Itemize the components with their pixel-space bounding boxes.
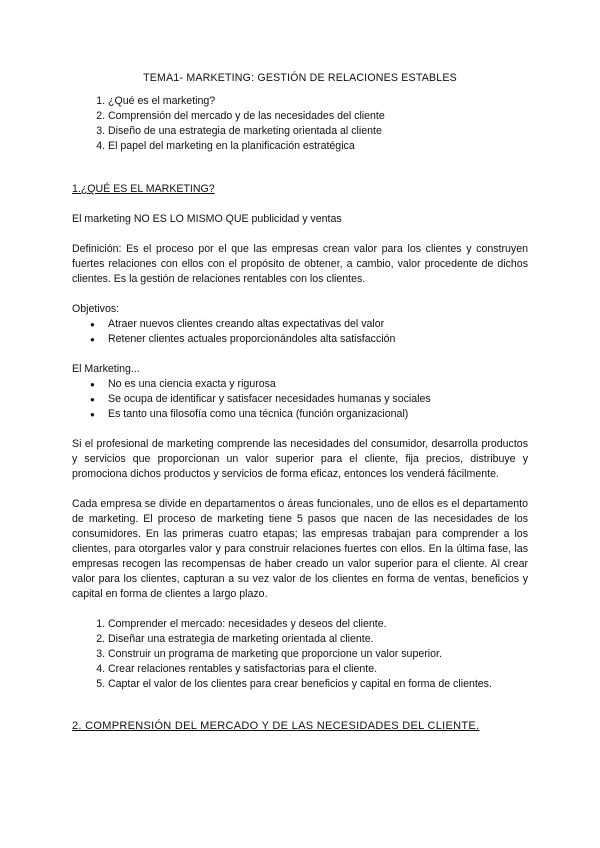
paragraph-2: Cada empresa se divide en departamentos o áreas funcionales, uno de ellos es el departamento de marketing. El proceso de marketing tiene 5 pasos que nacen de las necesidades de los consumidores. En las primeras cuatro etapas; las empresas trabajan para comprender a los clientes, para otorgarles valor y para construir relaciones fuertes con ellos. En la última fase, las empresas recogen las recompensas de haber creado un valor superior para el cliente. Al crear valor para los clientes, capturan a su vez valor de los clientes en forma de ventas, beneficios y capital en forma de clientes a largo plazo.: [72, 498, 528, 600]
marketing-steps-list: [72, 617, 528, 692]
step-item: 3. Construir un programa de marketing que proporcione un valor superior.: [108, 647, 528, 662]
objective-item: ● Atraer nuevos clientes creando altas expectativas del valor: [90, 317, 528, 332]
objectives-list: [72, 317, 528, 347]
toc-item: 3. Diseño de una estrategia de marketing orientada al cliente: [108, 124, 528, 139]
toc-item: 2. Comprensión del mercado y de las necesidades del cliente: [108, 109, 528, 124]
section1-heading: 1.¿QUÉ ES EL MARKETING?: [72, 183, 215, 195]
paragraph-1: Si el profesional de marketing comprende las necesidades del consumidor, desarrolla productos y servicios que proporcionan un valor superior para el cliente, fija precios, distribuye y promociona dichos productos y servicios de forma eficaz, entonces los venderá fácilmente.: [72, 438, 528, 480]
marketing-label: El Marketing...: [72, 363, 140, 375]
toc-item: 1. ¿Qué es el marketing?: [108, 94, 528, 109]
step-item: 1. Comprender el mercado: necesidades y deseos del cliente.: [108, 617, 528, 632]
marketing-point-item: ● Se ocupa de identificar y satisfacer necesidades humanas y sociales: [90, 392, 528, 407]
objectives-label: Objetivos:: [72, 303, 120, 315]
step-item: 4. Crear relaciones rentables y satisfactorias para el cliente.: [108, 662, 528, 677]
definition-paragraph: Definición: Es el proceso por el que las empresas crean valor para los clientes y construyen fuertes relaciones con ellos con el propósito de obtener, a cambio, valor procedente de dichos clientes. Es la gestión de relaciones rentables con los clientes.: [72, 243, 528, 285]
step-item: 2. Diseñar una estrategia de marketing orientada al cliente.: [108, 632, 528, 647]
table-of-contents: [72, 94, 528, 154]
objective-item: ● Retener clientes actuales proporcionándoles alta satisfacción: [90, 332, 528, 347]
marketing-points-list: [72, 377, 528, 422]
not-same-text: El marketing NO ES LO MISMO QUE publicidad y ventas: [72, 213, 342, 225]
page-title: TEMA1- MARKETING: GESTIÓN DE RELACIONES ESTABLES: [143, 72, 457, 84]
marketing-point-item: ● Es tanto una filosofía como una técnica (función organizacional): [90, 407, 528, 422]
step-item: 5. Captar el valor de los clientes para crear beneficios y capital en forma de clientes.: [108, 677, 528, 692]
marketing-point-item: ● No es una ciencia exacta y rigurosa: [90, 377, 528, 392]
section2-heading: 2. COMPRENSIÓN DEL MERCADO Y DE LAS NECESIDADES DEL CLIENTE.: [72, 720, 480, 732]
toc-item: 4. El papel del marketing en la planificación estratégica: [108, 139, 528, 154]
